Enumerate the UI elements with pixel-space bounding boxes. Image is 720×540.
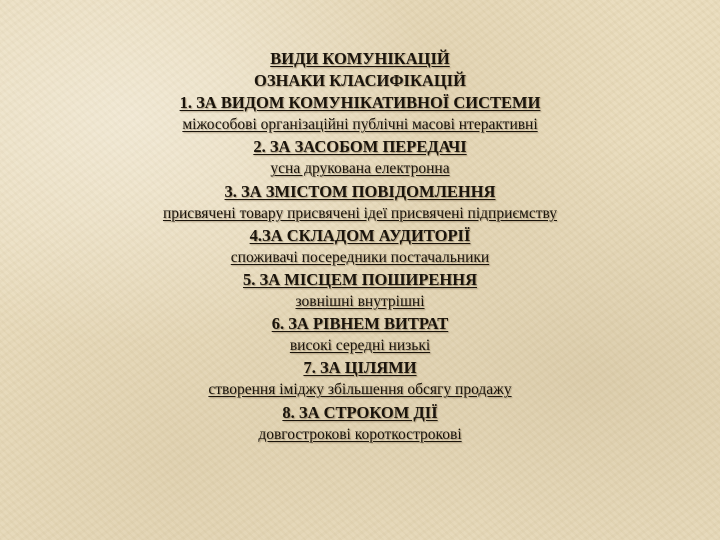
section-heading-5: 5. ЗА МІСЦЕМ ПОШИРЕННЯ xyxy=(243,269,477,289)
slide-title: ВИДИ КОМУНІКАЦІЙ xyxy=(270,49,450,68)
section-items-8: довгострокові короткострокові xyxy=(258,425,462,443)
section-items-7: створення іміджу збільшення обсягу продажу xyxy=(208,381,512,399)
section-heading-3: 3. ЗА ЗМІСТОМ ПОВІДОМЛЕННЯ xyxy=(224,181,496,201)
section-items-4: споживачі посередники постачальники xyxy=(230,248,490,266)
section-items-3: присвячені товару присвячені ідеї присвячені підприємству xyxy=(162,204,558,222)
section-heading-6: 6. ЗА РІВНЕМ ВИТРАТ xyxy=(271,314,449,334)
slide-subtitle: ОЗНАКИ КЛАСИФІКАЦІЙ xyxy=(254,71,466,91)
slide-content xyxy=(0,48,720,446)
section-heading-7: 7. ЗА ЦІЛЯМИ xyxy=(303,358,417,378)
section-heading-8: 8. ЗА СТРОКОМ ДІЇ xyxy=(282,402,438,422)
section-items-1: міжособові організаційні публічні масові нтерактивні xyxy=(182,116,538,134)
section-heading-4: 4.ЗА СКЛАДОМ АУДИТОРІЇ xyxy=(249,225,471,245)
section-heading-1: 1. ЗА ВИДОМ КОМУНІКАТИВНОЇ СИСТЕМИ xyxy=(179,93,541,113)
section-items-2: усна друкована електронна xyxy=(270,160,450,178)
section-heading-2: 2. ЗА ЗАСОБОМ ПЕРЕДАЧІ xyxy=(253,137,467,157)
section-items-6: високі середні низькі xyxy=(289,337,431,355)
section-items-5: зовнішні внутрішні xyxy=(295,293,425,311)
